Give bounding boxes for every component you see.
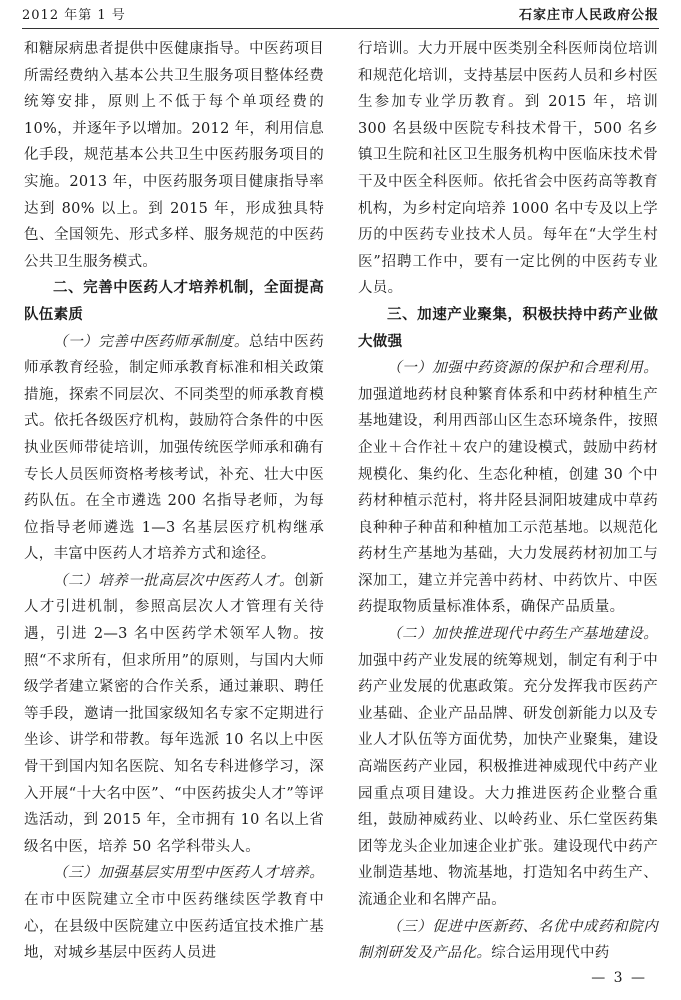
paragraph [358, 355, 658, 621]
section-heading: 三、加速产业聚集，积极扶持中药产业做大做强 [358, 306, 658, 350]
paragraph [24, 329, 324, 568]
page-number: — 3 — [591, 970, 647, 986]
subsection-title: （二）培养一批高层次中医药人才。 [53, 572, 295, 589]
issue-label: 2012 年第 1 号 [22, 8, 126, 23]
paragraph: 和糖尿病患者提供中医健康指导。中医药项目所需经费纳入基本公共卫生服务项目整体经费统筹安排，原则上不低于每个单项经费的 10%，并逐年予以增加。2012 年，利用信息化手段，规范基本公共卫生中医药服务项目的实施。2013 年，中医药服务项目健康指导率达到 80% 以上。到 2015 年，形成独具特色、全国领先、形式多样、服务规范的中医药公共卫生服务模式。 [24, 41, 324, 270]
paragraph-body: 创新人才引进机制，参照高层次人才管理有关待遇，引进 2—3 名中医药学术领军人物。按照“不求所有，但求所用”的原则，与国内大师级学者建立紧密的合作关系，通过兼职、聘任等手段，邀请一批国家级知名专家不定期进行坐诊、讲学和带教。每年选派 10 名以上中医骨干到国内知名医院、知名专科进修学习，深入开展“十大名中医”、“中医药拔尖人才”等评选活动，到 2015 年，全市拥有 10 名以上省级名中医，培养 50 名学科带头人。 [24, 572, 324, 855]
paragraph [358, 914, 658, 967]
journal-title: 石家庄市人民政府公报 [518, 8, 659, 23]
paragraph-body: 加强道地药材良种繁育体系和中药材种植生产基地建设，利用西部山区生态环境条件，按照企业＋合作社＋农户的建设模式，鼓励中药材规模化、集约化、生态化种植，创建 30 个中药材种植示范村，将井陉县洞阳坡建成中草药良种种子种苗和种植加工示范基地。以规范化药材生产基地为基础，大力发展药材初加工与深加工，建立并完善中药材、中药饮片、中医药提取物质量标准体系，确保产品质量。 [358, 386, 658, 616]
paragraph-body: 综合运用现代中药 [491, 945, 610, 962]
subsection-title: （三）加强基层实用型中医药人才培养。 [53, 865, 324, 882]
subsection-title: （三）促进中医新药、名优中成药和院内制剂研发及产品化。 [358, 918, 658, 962]
paragraph [24, 860, 324, 966]
paragraph-body: 总结中医药师承教育经验，制定师承教育标准和相关政策措施，探索不同层次、不同类型的师承教育模式。依托各级医疗机构，鼓励符合条件的中医执业医师带徒培训，加强传统医学师承和确有专长人员医师资格考核考试，补充、壮大中医药队伍。在全市遴选 200 名指导老师，为每位指导老师遴选 1—3 名基层医疗机构继承人，丰富中医药人才培养方式和途径。 [24, 333, 325, 563]
paragraph [24, 568, 324, 861]
paragraph [358, 621, 658, 914]
left-column [24, 36, 324, 967]
right-column [358, 36, 658, 967]
section-heading: 二、完善中医药人才培养机制，全面提高队伍素质 [24, 280, 324, 323]
subsection-title: （一）加强中药资源的保护和合理利用。 [387, 360, 658, 377]
paragraph-body: 加强中药产业发展的统筹规划，制定有利于中药产业发展的优惠政策。充分发挥我市医药产业基础、企业产品品牌、研发创新能力以及专业人才队伍等方面优势，加快产业聚集，建设高端医药产业园，积极推进神威现代中药产业园重点项目建设。大力推进医药企业整合重组，鼓励神威药业、以岭药业、乐仁堂医药集团等龙头企业加速企业扩张。建设现代中药产业制造基地、物流基地，打造知名中药生产、流通企业和名牌产品。 [358, 652, 658, 908]
paragraph: 行培训。大力开展中医类别全科医师岗位培训和规范化培训，支持基层中医药人员和乡村医生参加专业学历教育。到 2015 年，培训 300 名县级中医院专科技术骨干，500 名乡镇卫生院和社区卫生服务机构中医临床技术骨干及中医全科医师。依托省会中医药高等教育机构，为乡村定向培养 1000 名中专及以上学历的中医药专业技术人员。每年在“大学生村医”招聘工作中，要有一定比例的中医药专业人员。 [358, 41, 658, 297]
running-header [22, 6, 659, 29]
subsection-title: （二）加快推进现代中药生产基地建设。 [387, 626, 658, 643]
subsection-title: （一）完善中医药师承制度。 [53, 333, 249, 350]
paragraph-body: 在市中医院建立全市中医药继续医学教育中心，在县级中医院建立中医药适宜技术推广基地，对城乡基层中医药人员进 [24, 892, 324, 962]
